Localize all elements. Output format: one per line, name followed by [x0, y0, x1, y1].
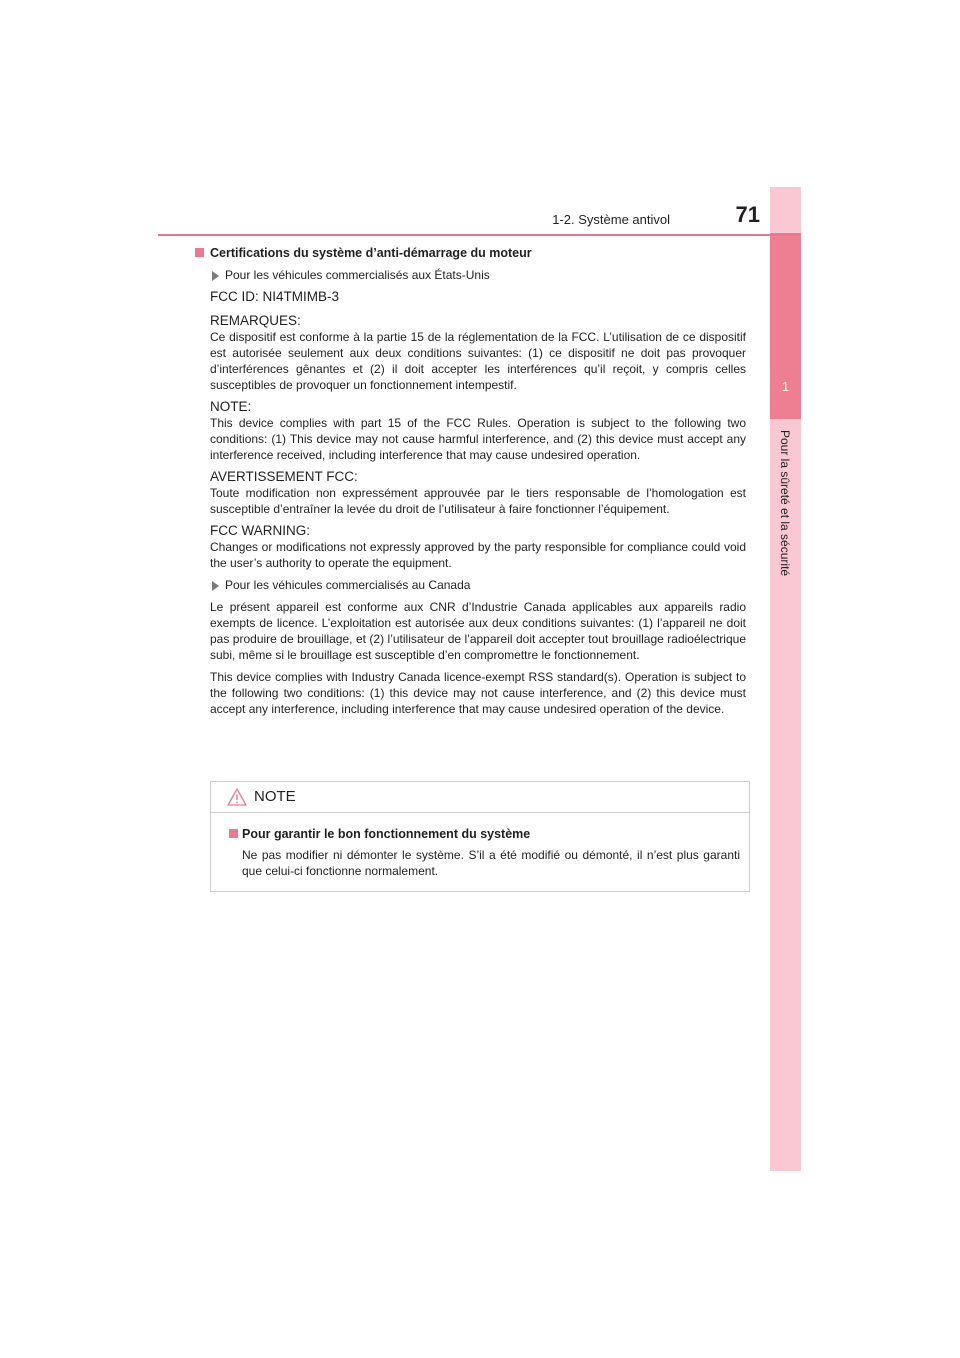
notice-heading [229, 826, 740, 842]
section-heading-text: Certifications du système d’anti-démarrage du moteur [210, 246, 532, 260]
warning-triangle-icon [227, 788, 247, 806]
note-label: NOTE: [210, 399, 252, 414]
canada-list-item [210, 577, 746, 593]
square-bullet-icon [195, 248, 204, 257]
page-header [158, 200, 800, 236]
square-bullet-icon [229, 829, 238, 838]
notice-text: Ne pas modifier ni démonter le système. S’il a été modifié ou démonté, il n’est plus garanti que celui-ci fonctionne normalement. [242, 848, 740, 878]
canada-item-text: Pour les véhicules commercialisés au Canada [225, 578, 471, 592]
page-number: 71 [735, 202, 760, 227]
usa-item-text: Pour les véhicules commercialisés aux États-Unis [225, 268, 490, 282]
section-heading [195, 245, 746, 261]
notice-box [210, 781, 750, 892]
remarques-text: Ce dispositif est conforme à la partie 15 de la réglementation de la FCC. L’utilisation de ce dispositif est autorisée seulement aux deux conditions suivantes: (1) ce dispositif ne doit pas provoquer d’interférences gênantes et (2) il doit accepter les interférences qu’il reçoit, y compris celles susceptibles de provoquer un fonctionnement intempestif. [210, 330, 746, 392]
main-content [210, 245, 746, 721]
fcc-warning-label: FCC WARNING: [210, 523, 310, 538]
canada-english-text: This device complies with Industry Canada licence-exempt RSS standard(s). Operation is subject to the following two conditions: (1) this device may not cause interference, and (2) this device must accept any interference, including interference that may cause undesired operation of the device. [210, 670, 746, 716]
fcc-id: FCC ID: NI4TMIMB-3 [210, 289, 340, 304]
arrow-bullet-icon [212, 581, 219, 591]
avertissement-label: AVERTISSEMENT FCC: [210, 469, 358, 484]
usa-list-item [210, 267, 746, 283]
remarques-label: REMARQUES: [210, 313, 301, 328]
avertissement-text: Toute modification non expressément approuvée par le tiers responsable de l’homologation est susceptible d’entraîner la levée du droit de l’utilisateur à faire fonctionner l’équipement. [210, 486, 746, 516]
arrow-bullet-icon [212, 271, 219, 281]
notice-header [211, 782, 749, 813]
chapter-title: Pour la sûreté et la sécurité [778, 430, 792, 577]
chapter-number: 1 [781, 379, 790, 394]
notice-heading-text: Pour garantir le bon fonctionnement du système [242, 827, 531, 841]
note-text: This device complies with part 15 of the FCC Rules. Operation is subject to the following two conditions: (1) This device may not cause harmful interference, and (2) this device must accept any interference received, including interference that may cause undesired operation. [210, 416, 746, 462]
fcc-warning-text: Changes or modifications not expressly approved by the party responsible for compliance could void the user’s authority to operate the equipment. [210, 540, 746, 570]
notice-label: NOTE [254, 788, 296, 805]
canada-french-text: Le présent appareil est conforme aux CNR d’Industrie Canada applicables aux appareils radio exempts de licence. L’exploitation est autorisée aux deux conditions suivantes: (1) l’appareil ne doit pas produire de brouillage, et (2) l’utilisateur de l’appareil doit accepter tout brouillage radioélectrique subi, même si le brouillage est susceptible d’en compromettre le fonctionnement. [210, 600, 746, 662]
notice-body [229, 826, 740, 879]
chapter-tab [770, 233, 801, 419]
section-title: 1-2. Système antivol [552, 212, 670, 227]
